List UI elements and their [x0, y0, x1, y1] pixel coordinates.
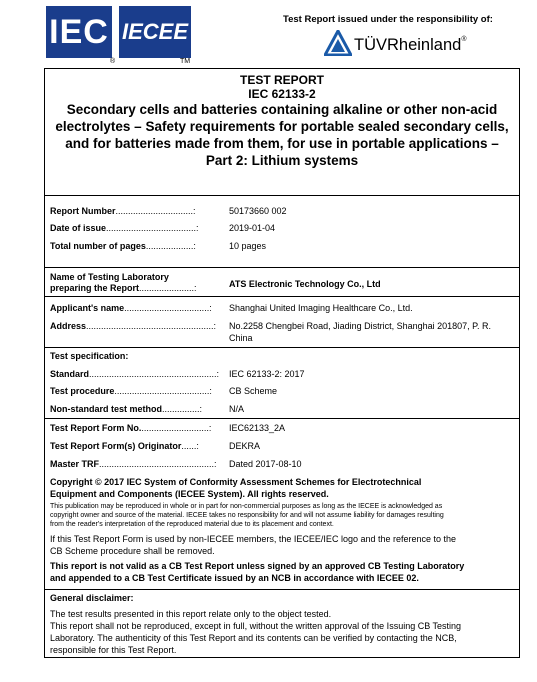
standard-title: [44, 101, 520, 169]
address-label: Address...................................................:: [50, 321, 217, 331]
test-procedure-value: CB Scheme: [229, 386, 278, 396]
master-trf-label: Master TRF..............................................:: [50, 459, 217, 469]
iecee-logo: IECEE: [119, 6, 191, 58]
test-procedure-label: Test procedure......................................:: [50, 386, 212, 396]
issued-under-label: Test Report issued under the responsibility of:: [283, 14, 493, 25]
validity-notice: This report is not valid as a CB Test Report unless signed by an approved CB Testing Laboratory and appended to a CB Test Certificate issued by an NCB in accordance with IECEE 02.: [50, 561, 465, 583]
applicant-label: Applicant's name..................................:: [50, 303, 212, 313]
lab-name-value: ATS Electronic Technology Co., Ltd: [229, 279, 381, 289]
non-standard-label: Non-standard test method...............:: [50, 404, 203, 414]
divider: [44, 296, 520, 297]
copyright-fine-print: This publication may be reproduced in whole or in part for non-commercial purposes as long as the IECEE is acknowledged as copyright owner and source of the material. IECEE takes no responsibility for and will not assume liability for damages resulting from the reader's interpretation of the reproduced material due to its placement and context.: [50, 503, 444, 528]
tuv-rheinland-name: [354, 36, 466, 55]
divider: [44, 589, 520, 590]
trf-number-label: Test Report Form No............................:: [50, 423, 212, 433]
tuv-triangle-icon: [324, 30, 352, 56]
date-of-issue-label: Date of issue....................................:: [50, 223, 199, 233]
divider: [44, 418, 520, 419]
trf-number-value: IEC62133_2A: [229, 423, 286, 433]
report-number-label: Report Number...............................:: [50, 206, 196, 216]
lab-preparing-label: preparing the Report......................:: [50, 283, 197, 293]
non-standard-value: N/A: [229, 404, 245, 414]
standard-title-part: Part 2: Lithium systems: [205, 153, 359, 168]
master-trf-value: Dated 2017-08-10: [229, 459, 302, 469]
divider: [44, 347, 520, 348]
applicant-value: Shanghai United Imaging Healthcare Co., Ltd.: [229, 303, 413, 313]
standard-title-main: Secondary cells and batteries containing alkaline or other non-acid electrolytes – Safety requirements for portable sealed secondary cells, and for batteries made from them, for use in portable applications –: [55, 102, 509, 151]
total-pages-label: Total number of pages...................:: [50, 241, 196, 251]
report-title: TEST REPORT: [239, 73, 324, 87]
tuv-registered-mark: ®: [461, 36, 467, 43]
iecee-trademark-mark: TM: [180, 58, 191, 65]
divider: [44, 267, 520, 268]
divider: [44, 195, 520, 196]
standard-number: IEC 62133-2: [248, 87, 316, 101]
tuv-name-text: TÜVRheinland: [354, 36, 462, 54]
disclaimer-heading: General disclaimer:: [50, 593, 134, 603]
disclaimer-text: The test results presented in this report relate only to the object tested. This report shall not be reproduced, except in full, without the written approval of the Issuing CB Testing Laboratory. The authenticity of this Test Report and its contents can be verified by contacting the NCB, responsible for this Test Report.: [50, 609, 462, 655]
standard-value: IEC 62133-2: 2017: [229, 369, 305, 379]
trf-originator-label: Test Report Form(s) Originator......:: [50, 441, 199, 451]
standard-label: Standard...................................................:: [50, 369, 220, 379]
iec-registered-mark: ®: [110, 58, 116, 65]
test-spec-heading: Test specification:: [50, 351, 129, 361]
date-of-issue-value: 2019-01-04: [229, 223, 276, 233]
total-pages-value: 10 pages: [229, 241, 267, 251]
trf-originator-value: DEKRA: [229, 441, 261, 451]
lab-name-label: Name of Testing Laboratory: [50, 272, 169, 282]
iec-logo: IEC: [46, 6, 112, 58]
report-number-value: 50173660 002: [229, 206, 287, 216]
non-iecee-notice: If this Test Report Form is used by non-IECEE members, the IECEE/IEC logo and the reference to the CB Scheme procedure shall be removed.: [50, 534, 457, 556]
copyright-statement: Copyright © 2017 IEC System of Conformity Assessment Schemes for Electrotechnical Equipment and Components (IECEE System). All rights reserved.: [50, 477, 422, 499]
address-value: No.2258 Chengbei Road, Jiading District, Shanghai 201807, P. R. China: [229, 321, 492, 343]
